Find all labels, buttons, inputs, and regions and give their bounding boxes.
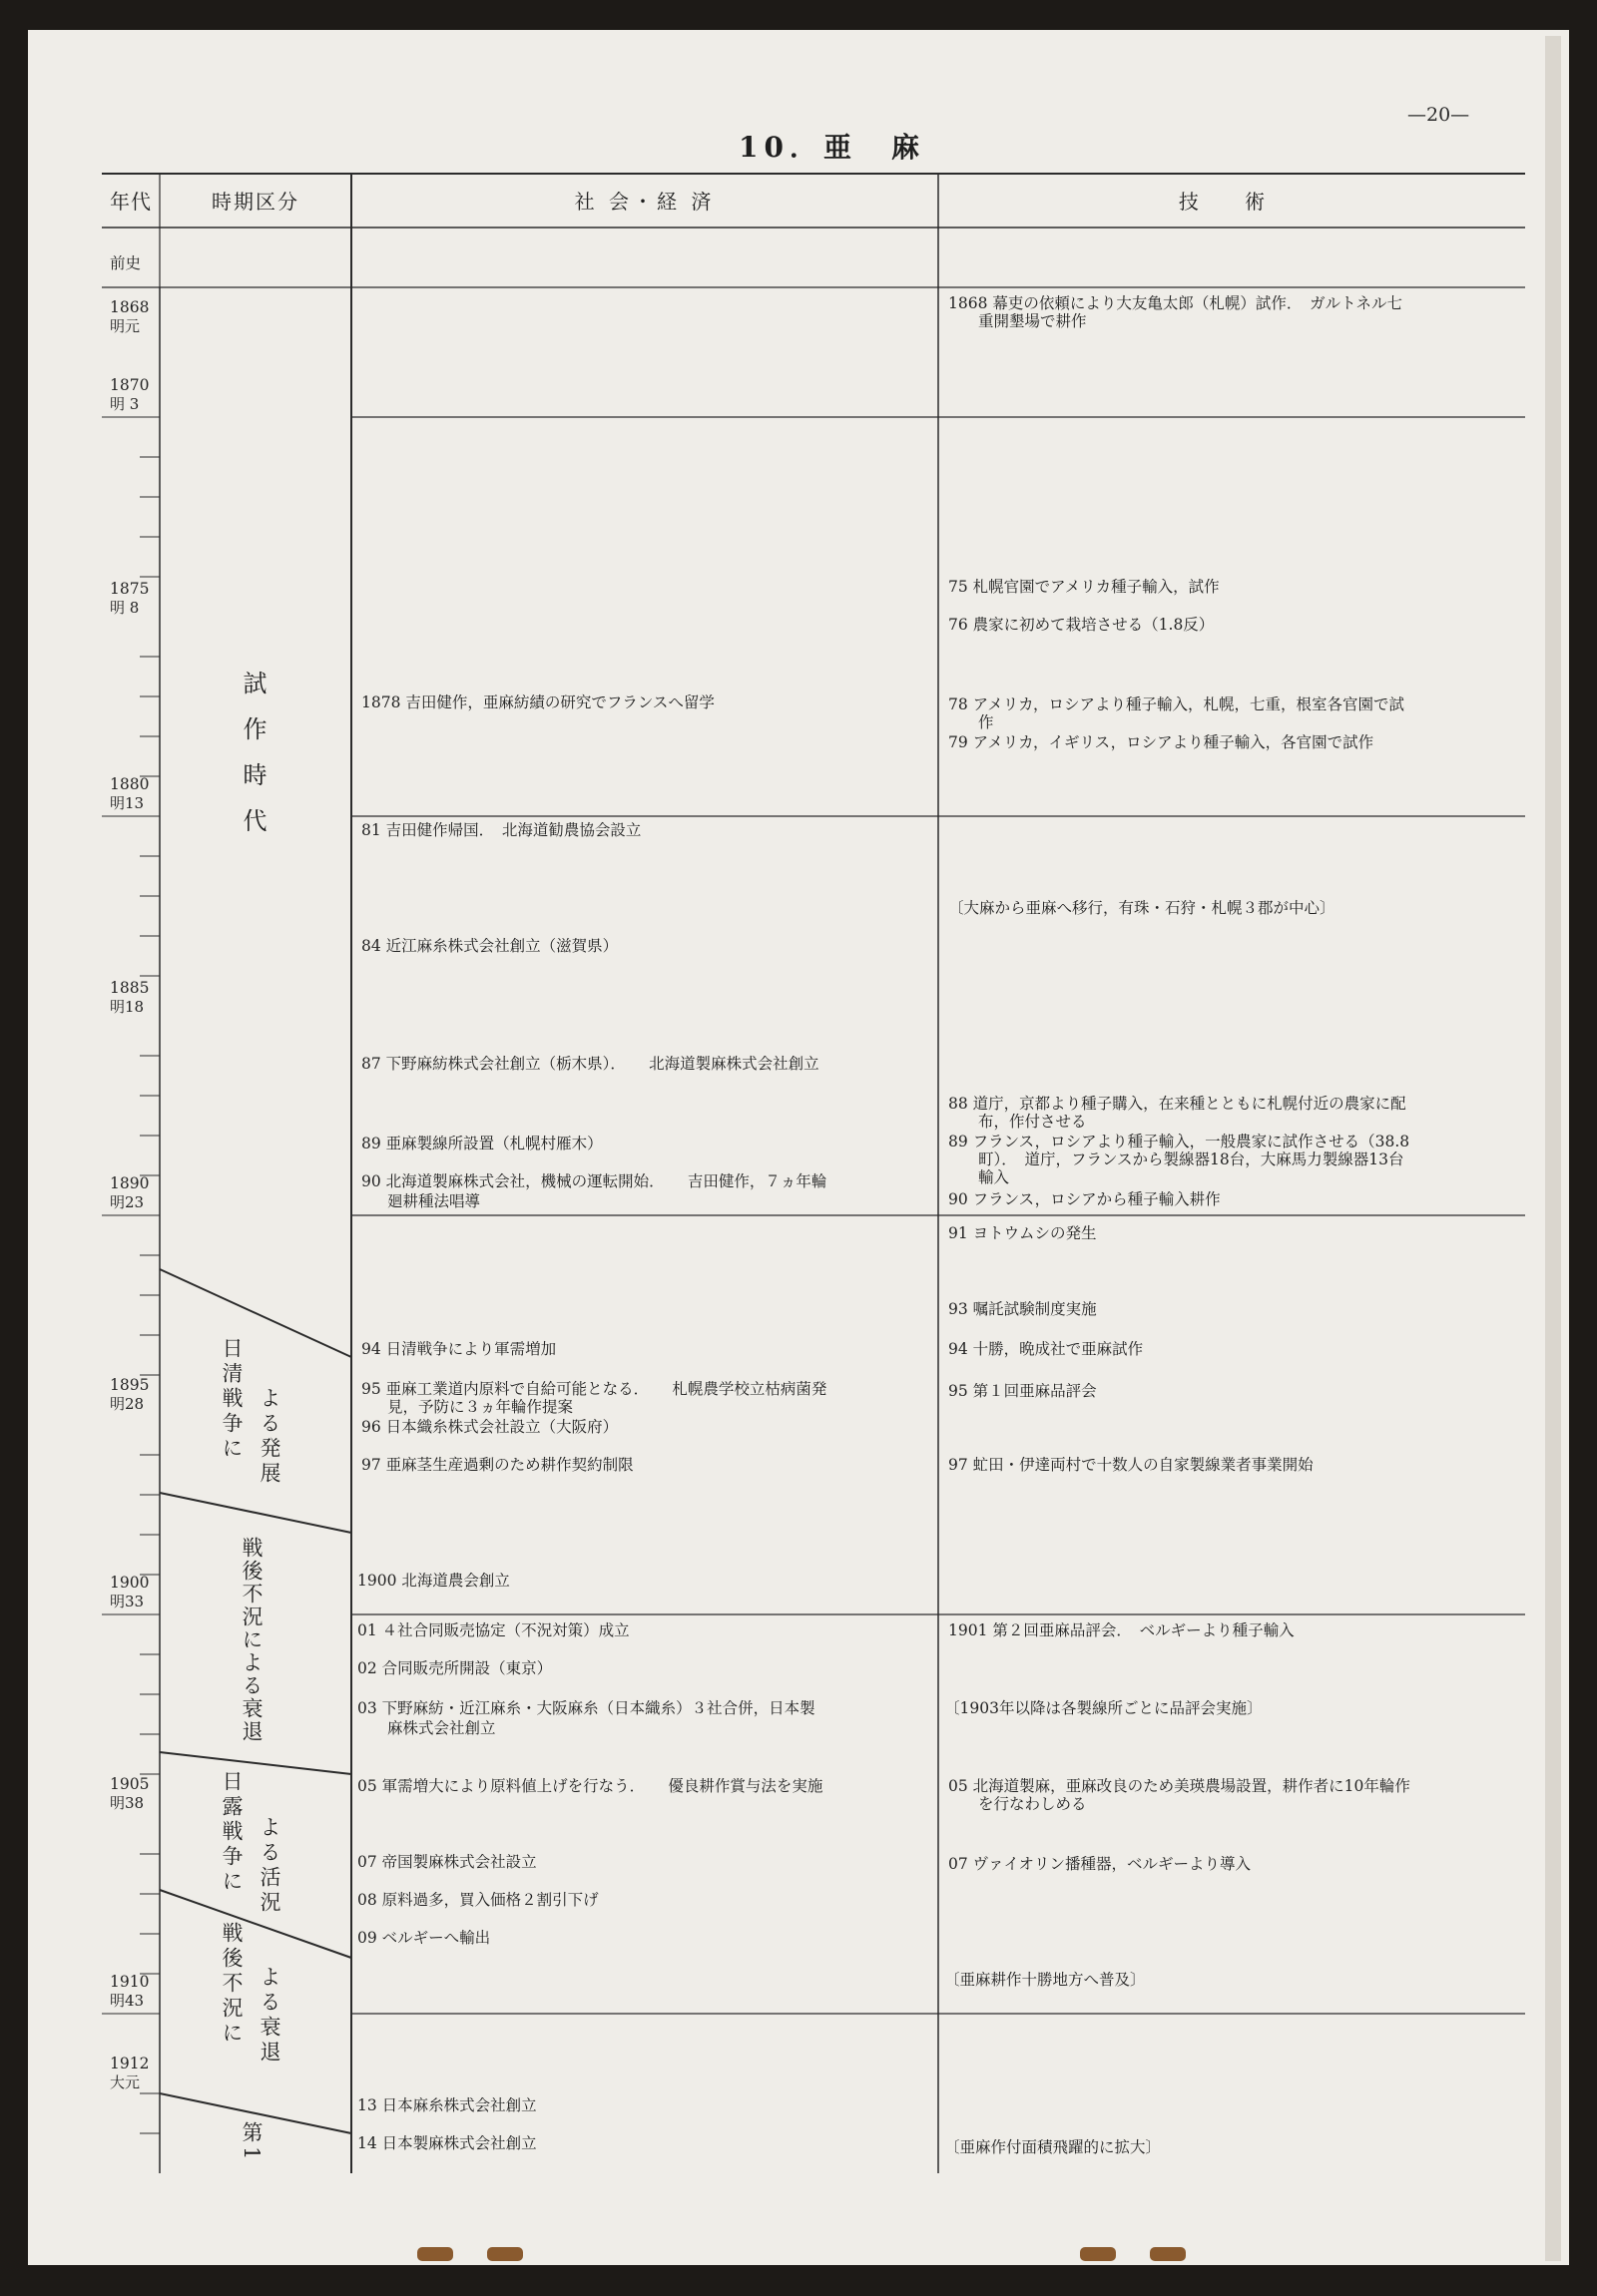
- page-number: —20—: [1407, 104, 1470, 126]
- header-year: 年代: [110, 190, 152, 214]
- period-sino-japanese-war-a: 日清戦争に: [220, 1337, 244, 1462]
- society-entry: 08 原料過多，買入価格２割引下げ: [357, 1891, 599, 1909]
- period-sino-japanese-war-b: よる発展: [258, 1387, 281, 1487]
- tech-entry: 79 アメリカ，イギリス，ロシアより種子輸入，各官園で試作: [948, 733, 1374, 751]
- tech-entry: 97 虻田・伊達両村で十数人の自家製線業者事業開始: [948, 1456, 1314, 1474]
- society-entry: 95 亜麻工業道内原料で自給可能となる． 札幌農学校立枯病菌発: [361, 1380, 827, 1398]
- society-entry: 09 ベルギーへ輸出: [357, 1929, 491, 1947]
- society-entry: 87 下野麻紡株式会社創立（栃木県）． 北海道製麻株式会社創立: [361, 1055, 819, 1073]
- tech-entry: 93 嘱託試験制度実施: [948, 1300, 1097, 1318]
- tech-entry: 布，作付させる: [978, 1113, 1087, 1131]
- society-entry: 94 日清戦争により軍需増加: [361, 1340, 557, 1358]
- year-1905: 1905 明38: [110, 1775, 150, 1812]
- binding-clip: [487, 2247, 523, 2261]
- tech-entry: 95 第１回亜麻品評会: [948, 1382, 1097, 1400]
- tech-entry: 88 道庁，京都より種子購入，在来種とともに札幌付近の農家に配: [948, 1095, 1406, 1113]
- tech-entry: 〔亜麻作付面積飛躍的に拡大〕: [944, 2138, 1162, 2156]
- tech-entry: 07 ヴァイオリン播種器，ベルギーより導入: [948, 1855, 1252, 1873]
- period-postwar-recession-1: 戦後不況による衰退: [240, 1537, 264, 1743]
- period-postwar-recession-2b: よる衰退: [258, 1966, 281, 2066]
- society-entry: 03 下野麻紡・近江麻糸・大阪麻糸（日本織糸）３社合併，日本製: [357, 1699, 815, 1717]
- society-entry: 14 日本製麻株式会社創立: [357, 2134, 537, 2152]
- society-entry: 97 亜麻茎生産過剰のため耕作契約制限: [361, 1456, 634, 1474]
- society-entry: 81 吉田健作帰国． 北海道勧農協会設立: [361, 821, 642, 839]
- tech-entry: 90 フランス，ロシアから種子輸入耕作: [948, 1190, 1221, 1208]
- year-1890: 1890 明23: [110, 1174, 150, 1211]
- period-trial-era: 試作時代: [239, 671, 266, 854]
- society-entry: 1878 吉田健作，亜麻紡績の研究でフランスへ留学: [361, 693, 715, 711]
- year-1912: 1912 大元: [110, 2055, 150, 2091]
- year-1880: 1880 明13: [110, 775, 150, 812]
- tech-entry: 91 ヨトウムシの発生: [948, 1224, 1097, 1242]
- society-entry: 1900 北海道農会創立: [357, 1572, 510, 1590]
- tech-entry: 〔大麻から亜麻へ移行，有珠・石狩・札幌３郡が中心〕: [948, 899, 1335, 917]
- year-1895: 1895 明28: [110, 1376, 150, 1413]
- society-entry: 02 合同販売所開設（東京）: [357, 1659, 553, 1677]
- society-entry: 07 帝国製麻株式会社設立: [357, 1853, 537, 1871]
- tech-entry: 1868 幕吏の依頼により大友亀太郎（札幌）試作． ガルトネル七: [948, 294, 1402, 312]
- society-entry: 見，予防に３ヵ年輪作提案: [387, 1398, 574, 1416]
- year-1870: 1870 明 3: [110, 376, 150, 413]
- tech-entry: 05 北海道製麻，亜麻改良のため美瑛農場設置，耕作者に10年輪作: [948, 1777, 1410, 1795]
- tech-entry: 76 農家に初めて栽培させる（1.8反）: [948, 616, 1215, 634]
- period-russo-japanese-war-a: 日露戦争に: [220, 1770, 244, 1895]
- year-1868: 1868 明元: [110, 298, 150, 335]
- society-entry: 13 日本麻糸株式会社創立: [357, 2096, 537, 2114]
- society-entry: 麻株式会社創立: [387, 1719, 496, 1737]
- tech-entry: 94 十勝，晩成社で亜麻試作: [948, 1340, 1144, 1358]
- period-russo-japanese-war-b: よる活況: [258, 1816, 281, 1916]
- tech-entry: 75 札幌官園でアメリカ種子輸入，試作: [948, 578, 1220, 596]
- tech-entry: 78 アメリカ，ロシアより種子輸入，札幌，七重，根室各官園で試: [948, 695, 1404, 713]
- year-1900: 1900 明33: [110, 1574, 150, 1610]
- tech-entry: 輸入: [978, 1168, 1010, 1186]
- tech-entry: 重開墾場で耕作: [978, 312, 1087, 330]
- year-1885: 1885 明18: [110, 979, 150, 1016]
- page-title: 10．亜 麻: [739, 131, 925, 164]
- binding-clip: [417, 2247, 453, 2261]
- tech-entry: 〔亜麻耕作十勝地方へ普及〕: [944, 1971, 1146, 1989]
- period-wwi: 第1: [240, 2121, 264, 2164]
- tech-entry: 町）． 道庁，フランスから製線器18台，大麻馬力製線器13台: [978, 1150, 1404, 1168]
- society-entry: 89 亜麻製線所設置（札幌村雁木）: [361, 1135, 603, 1152]
- society-entry: 84 近江麻糸株式会社創立（滋賀県）: [361, 937, 619, 955]
- prehistory-label: 前史: [110, 254, 142, 272]
- society-entry: 01 ４社合同販売協定（不況対策）成立: [357, 1621, 630, 1639]
- society-entry: 96 日本織糸株式会社設立（大阪府）: [361, 1418, 619, 1436]
- year-1875: 1875 明 8: [110, 580, 150, 617]
- society-entry: 90 北海道製麻株式会社，機械の運転開始． 吉田健作，７ヵ年輪: [361, 1172, 827, 1190]
- binding-clip: [1080, 2247, 1116, 2261]
- header-period: 時期区分: [212, 190, 299, 214]
- header-society-economy: 社 会・経 済: [574, 190, 716, 214]
- tech-entry: を行なわしめる: [978, 1795, 1087, 1813]
- binding-clip: [1150, 2247, 1186, 2261]
- society-entry: 廻耕種法唱導: [387, 1192, 481, 1210]
- header-technology: 技 術: [1178, 190, 1286, 214]
- tech-entry: 89 フランス，ロシアより種子輸入，一般農家に試作させる（38.8: [948, 1133, 1410, 1150]
- year-1910: 1910 明43: [110, 1973, 150, 2010]
- tech-entry: 作: [978, 713, 994, 731]
- society-entry: 05 軍需増大により原料値上げを行なう． 優良耕作賞与法を実施: [357, 1777, 823, 1795]
- period-postwar-recession-2a: 戦後不況に: [220, 1922, 244, 2047]
- tech-entry: 〔1903年以降は各製線所ごとに品評会実施〕: [944, 1699, 1263, 1717]
- tech-entry: 1901 第２回亜麻品評会． ベルギーより種子輸入: [948, 1621, 1295, 1639]
